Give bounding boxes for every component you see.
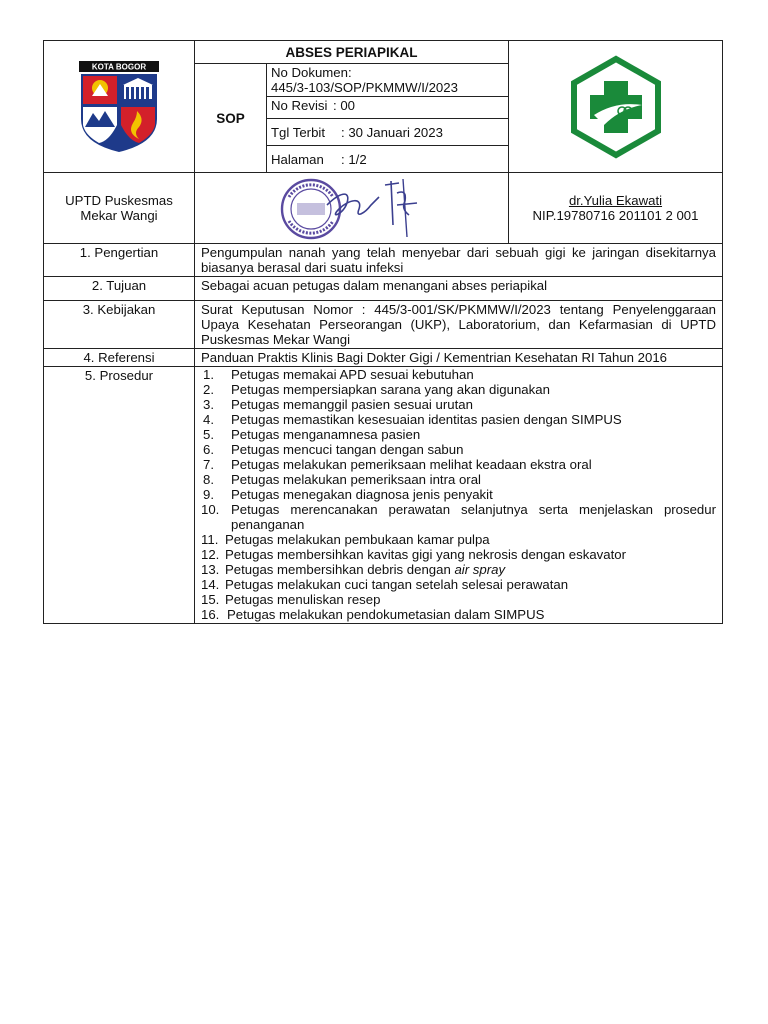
no-revisi-value: : 00 (333, 98, 355, 113)
step-number: 14. (201, 577, 220, 592)
list-item (201, 457, 716, 472)
section-label-tujuan: 2. Tujuan (44, 277, 195, 301)
step-text: Petugas menegakan diagnosa jenis penyakit (231, 487, 493, 502)
list-item (201, 577, 716, 592)
step-text: Petugas menganamnesa pasien (231, 427, 421, 442)
step-number: 4. (203, 412, 214, 427)
section-row (44, 301, 723, 349)
step-number: 12. (201, 547, 220, 562)
list-item (201, 487, 716, 502)
puskesmas-logo-icon (564, 55, 668, 159)
signer-name: dr.Yulia Ekawati (568, 193, 663, 208)
no-dokumen-value: 445/3-103/SOP/PKMMW/I/2023 (271, 80, 458, 95)
section-row (44, 277, 723, 301)
step-text: Petugas membersihkan kavitas gigi yang nekrosis dengan eskavator (225, 547, 626, 562)
kota-bogor-logo-cell (44, 41, 195, 173)
no-revisi-label: No Revisi (271, 98, 328, 113)
step-number: 15. (201, 592, 220, 607)
step-text: Petugas memakai APD sesuai kebutuhan (231, 367, 474, 382)
organization-line-1: UPTD Puskesmas (65, 193, 173, 208)
step-number: 11. (201, 532, 219, 547)
section-row (44, 349, 723, 367)
section-prosedur-steps (195, 367, 723, 624)
step-number: 6. (203, 442, 214, 457)
step-text: Petugas membersihkan debris dengan (225, 562, 455, 577)
signer-nip: NIP.19780716 201101 2 001 (532, 208, 699, 223)
list-item (201, 547, 716, 562)
list-item (201, 412, 716, 427)
document-title: ABSES PERIAPIKAL (195, 41, 509, 64)
step-number: 7. (203, 457, 214, 472)
sop-document (43, 40, 722, 624)
step-text: Petugas melakukan pemeriksaan intra oral (231, 472, 481, 487)
tgl-terbit-value: : 30 Januari 2023 (341, 125, 443, 140)
section-row (44, 244, 723, 277)
no-dokumen-label: No Dokumen: (271, 65, 352, 80)
step-number: 8. (203, 472, 214, 487)
step-number: 13. (201, 562, 220, 577)
step-number: 16. (201, 607, 220, 622)
step-number: 9. (203, 487, 214, 502)
section-text-kebijakan: Surat Keputusan Nomor : 445/3-001/SK/PKMMW/I/2023 tentang Penyelenggaraan Upaya Kesehatan Perseorangan (UKP), Laboratorium, dan Kefarmasian di UPTD Puskesmas Mekar Wangi (195, 301, 723, 349)
step-text: Petugas melakukan pembukaan kamar pulpa (225, 532, 490, 547)
list-item (201, 502, 716, 532)
no-dokumen-cell (267, 64, 509, 97)
kota-bogor-crest-icon (79, 61, 159, 153)
step-number: 10. (201, 502, 220, 517)
section-row (44, 367, 723, 624)
list-item (201, 472, 716, 487)
section-label-prosedur: 5. Prosedur (44, 367, 195, 624)
step-text: Petugas melakukan cuci tangan setelah selesai perawatan (225, 577, 569, 592)
step-text: Petugas merencanakan perawatan selanjutnya serta menjelaskan prosedur penanganan (231, 502, 716, 532)
step-number: 2. (203, 382, 214, 397)
organization-cell (44, 173, 195, 244)
step-text: Petugas memanggil pasien sesuai urutan (231, 397, 473, 412)
step-text: Petugas memastikan kesesuaian identitas pasien dengan SIMPUS (231, 412, 622, 427)
list-item (201, 397, 716, 412)
step-text: Petugas melakukan pendokumetasian dalam SIMPUS (227, 607, 545, 622)
list-item (201, 367, 716, 382)
content-table (43, 243, 723, 624)
section-text-tujuan: Sebagai acuan petugas dalam menangani abses periapikal (195, 277, 723, 301)
halaman-cell (267, 146, 509, 173)
list-item (201, 427, 716, 442)
signer-cell (509, 173, 723, 244)
organization-line-2: Mekar Wangi (80, 208, 158, 223)
halaman-label: Halaman (271, 152, 324, 167)
step-number: 3. (203, 397, 214, 412)
step-text-italic: air spray (454, 562, 506, 577)
stamp-and-signature-icon (267, 175, 437, 241)
step-text: Petugas mempersiapkan sarana yang akan digunakan (231, 382, 550, 397)
list-item (201, 382, 716, 397)
stamp-signature-cell (195, 173, 509, 244)
header-table (43, 40, 723, 244)
list-item (201, 592, 716, 607)
step-text: Petugas menuliskan resep (225, 592, 381, 607)
halaman-value: : 1/2 (341, 152, 367, 167)
procedure-list (201, 367, 716, 622)
section-label-kebijakan: 3. Kebijakan (44, 301, 195, 349)
list-item (201, 442, 716, 457)
section-label-pengertian: 1. Pengertian (44, 244, 195, 277)
tgl-terbit-cell (267, 119, 509, 146)
list-item (201, 562, 716, 577)
section-label-referensi: 4. Referensi (44, 349, 195, 367)
puskesmas-logo-cell (509, 41, 723, 173)
list-item (201, 607, 716, 622)
no-revisi-cell (267, 97, 509, 119)
section-text-referensi: Panduan Praktis Klinis Bagi Dokter Gigi / Kementrian Kesehatan RI Tahun 2016 (195, 349, 723, 367)
step-text: Petugas melakukan pemeriksaan melihat keadaan ekstra oral (231, 457, 592, 472)
step-number: 1. (203, 367, 214, 382)
step-number: 5. (203, 427, 214, 442)
tgl-terbit-label: Tgl Terbit (271, 125, 325, 140)
section-text-pengertian: Pengumpulan nanah yang telah menyebar dari sebuah gigi ke jaringan disekitarnya biasanya berasal dari suatu infeksi (195, 244, 723, 277)
step-text: Petugas mencuci tangan dengan sabun (231, 442, 464, 457)
list-item (201, 532, 716, 547)
sop-label: SOP (195, 64, 267, 173)
svg-text:KOTA BOGOR: KOTA BOGOR (91, 62, 147, 71)
